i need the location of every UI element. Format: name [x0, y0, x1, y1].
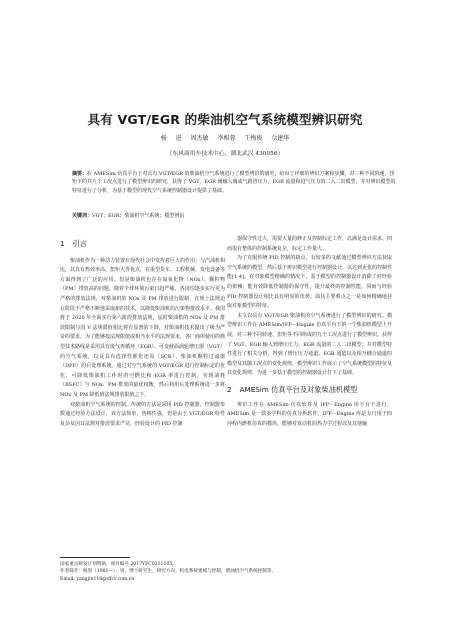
- right-paragraph: 本文以具有 VGT/EGR 柴油机的空气系统进行了模型辨识的研究。模型辨识工作在 AMESim/IFP－Engine 仿真平台下的一个柴油机模型上开展，对三种不同转速、扭矩等不同组成的九个工况点进行了模型辨识，获得了 VGT、EGR 输入到增压压力、EGR 流量的二入二出模型；并对模型特性进行了相关分析，得到了增压压力通道、EGR 通道以及相互耦合通道的模型及其随工况点的变化规律，模型辨识工作展示了空气系统模型的特征及其变化规律，为进一步基于模型的控制器设计打下了基础。: [227, 312, 393, 377]
- section-1-heading: [60, 239, 225, 249]
- footnotes: [60, 561, 400, 583]
- left-paragraph: 对柴油机空气系统的控制，传统的方法是采用 PID 控制器，控制器参数通过经验方法设计，该方法简单、鲁棒性强，但是由于 VGT/EGR 特性复杂及因耳法规对排放要求严苛，经验设计的 PID 控制: [60, 401, 225, 427]
- footnote-author: 作者简介：杨进（1981—），男，博士研究生，研究方向：机电系统建模与控制，柴油机空气系统控制等。: [60, 569, 277, 575]
- keywords: [72, 212, 397, 220]
- footnote-funding: 国家重点研发计划资助，项目编号 2017YFC0211105。: [60, 562, 177, 567]
- right-paragraph: 器保守性过大，需要大量的修正及控制标定工作，以满足设计需求。四而很有整体的控制系统复杂，标定工作量大。: [227, 236, 393, 252]
- abstract: [72, 170, 397, 195]
- right-paragraph: 辨识工作在 AMESim 仿真软件及 IFP－Engine 库平台下进行，AMESim 是一款多学科的仿真分析软件，IFP－Engine 库是专门用于四冲程内燃机仿真的模块，能够对发动机的热力学过程以及其他输: [227, 401, 392, 427]
- section-1-title: 引言: [72, 239, 87, 248]
- paper-title: 具有 VGT/EGR 的柴油机空气系统模型辨识研究: [87, 112, 363, 127]
- affiliation: （东风商用车技术中心，湖北武汉 430056）: [166, 151, 284, 157]
- section-2-heading: [227, 385, 392, 395]
- left-column: [60, 235, 225, 429]
- footnote-email: Email: yangjin116@dfcv.com.cn: [60, 576, 135, 582]
- section-2-title: AMESim 仿真平台及对象柴油机模型: [239, 384, 358, 394]
- section-1-number: 1: [60, 239, 65, 248]
- footnote-divider: [60, 557, 130, 558]
- abstract-label: 摘要：: [72, 171, 88, 177]
- left-paragraph: 柴油机作为一种动力装置在现代社会中发挥着巨大的作用；与汽油机相比，其具有热效率高、扭矩大等优点，在重型货车、工程机械、发电设备等方面得到了广泛的应用。但是柴油机也存在氮氧化物（NOx）、颗粒物（PM）排放高的问题。随着全球环境污染日趋严峻，各国均逐步实行更为严格的排放法规，对柴油机的 NOx 及 PM 排放进行限制，在现上法规迫在阶段下严格不断地采取新的技术，以降低柴油机的污染物排放水平。我国将于 2020 年全面实行第六阶段排放法规，届时柴油机的 NOx 及 PM 排放限制与国 V 法规限值相比将有显著的下降，对柴油机技术提出了极为严苛的要求。为了能够按法规限值或相当水平的法规要求，各厂商所使用的典型技术路线是采用具有废气再循环（EGR）、可变截面涡轮增压器（VGT）的空气系统，以及具有选择性催化还原（SCR）、柴油机颗粒过滤器（DPF）的后处理系统。通过对空气系统的 VGT/EGR 进行控制标定的优化，可降低柴油机工作时的空燃比和 EGR 率进行控制，实现油耗（BSFC）与 NOx、PM 排放的最优权衡，然后利用后处理系统进一步将 NOx 及 PM 降低到法规排放限值之下。: [60, 257, 226, 398]
- right-paragraph: 为了克服传统 PID 控制的缺点，有较多的文献通过模型辨识方法获取空气系统的模型，然后基于辨识模型进行控制器设计，以达到更优的控制性能[1-4]。在对象模型精确的情况下，基于模型的控制器设计消除了对经验的依赖，能有效降低控制器的保守性，提升最终的控制性能，同而与经验 PID 控制器设计相比具有明显的优势。面其主要难点之一是如何精确地获取对象模型的特征。: [227, 255, 393, 310]
- right-column: [227, 235, 392, 429]
- keywords-label: 关键词：: [72, 213, 93, 219]
- keywords-text: VGT；EGR；柴油机空气系统；模型辨识: [92, 213, 185, 219]
- authors: 杨 进 周杰敏 李相蓉 王梅俊 佘建华: [160, 135, 290, 142]
- section-2-number: 2: [227, 384, 232, 394]
- abstract-text: 在 AMESim 仿真平台下对具有 VGT/EGR 的柴油机空气系统进行了模型辨识的研究，给出了详细的辨识方案和步骤，对三种不同阶速、扭矩下的共九个工况点进行了模型辨识的研究，获得了 VGT、EGR 阀输入阀或气路管压力、EGR 流量和进气压力的二入二出模型，并对辨识模型的特征进行了分析，为基于模型的现代空气系统控制器设计提供了基础。: [72, 171, 396, 194]
